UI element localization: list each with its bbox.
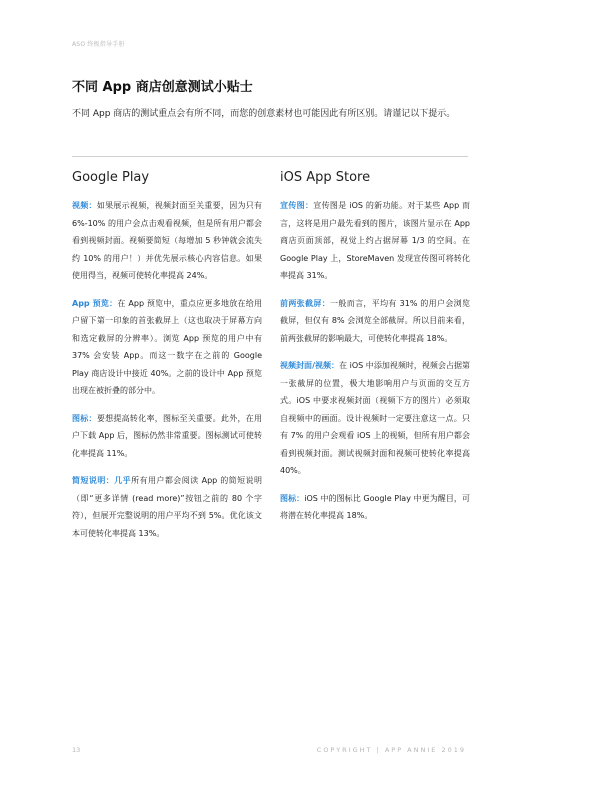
ios-icon-tip bbox=[280, 490, 470, 525]
tip-label: 视频封面/视频： bbox=[280, 361, 340, 370]
ios-first-screenshots-tip bbox=[280, 295, 470, 348]
tip-text: 一般而言，平均有 31% 的用户会浏览截屏，但仅有 8% 会浏览全部截屏。所以目前来看，前两张截屏的影响最大，可使转化率提高 18%。 bbox=[280, 298, 471, 343]
tip-text: 要想提高转化率，图标至关重要。此外，在用户下载 App 后，图标仍然非常重要。图标测试可使转化率提高 11%。 bbox=[72, 413, 263, 458]
google-play-heading: Google Play bbox=[72, 170, 150, 185]
tip-label: 前两张截屏： bbox=[280, 298, 331, 308]
running-header: ASO 终极指导手册 bbox=[72, 41, 125, 48]
ios-video-tip bbox=[280, 357, 470, 480]
ios-column bbox=[280, 170, 470, 535]
tip-text: iOS 中的图标比 Google Play 中更为醒目，可将潜在转化率提高 18%。 bbox=[280, 493, 471, 520]
tip-text: 所有用户都会阅读 App 的简短说明（即“更多详情 (read more)”按钮之前的 80 个字符），但展开完整说明的用户平均不到 5%。优化该文本可使转化率提高 13%。 bbox=[72, 476, 262, 538]
tip-text: 宣传图是 iOS 的新功能。对于某些 App 而言，这将是用户最先看到的图片，该图片显示在 App 商店页面顶部，视觉上约占据屏幕 1/3 的空间。在 Google Play 上，StoreMaven 发现宣传图可将转化率提高 31%。 bbox=[280, 201, 471, 280]
tip-label: 简短说明：几乎 bbox=[72, 476, 132, 485]
tip-label: 宣传图： bbox=[280, 201, 314, 210]
tip-text: 在 App 预览中，重点应更多地放在给用户留下第一印象的首张截屏上（这也取决于屏幕方向和选定截屏的分辨率）。浏览 App 预览的用户中有 37% 会安装 App。而这一数字在之前的 Google Play 商店设计中接近 40%。之前的设计中 App 预览出现在被折叠的部分中。 bbox=[72, 298, 262, 395]
ios-heading: iOS App Store bbox=[280, 170, 371, 185]
gp-video-tip bbox=[72, 197, 262, 285]
tip-label: 图标： bbox=[72, 413, 97, 423]
tip-text: 如果展示视频，视频封面至关重要，因为只有 6%-10% 的用户会点击观看视频，但是所有用户都会看到视频封面。视频要简短（每增加 5 秒钟就会流失约 10% 的用户！）并优先展示核心内容信息。如果使用得当，视频可使转化率提高 24%。 bbox=[72, 201, 263, 280]
gp-short-description-tip bbox=[72, 472, 262, 542]
page-number: 13 bbox=[72, 746, 81, 754]
gp-app-preview-tip bbox=[72, 295, 262, 400]
section-divider bbox=[72, 156, 468, 157]
ios-promo-image-tip bbox=[280, 197, 470, 285]
page-title: 不同 App 商店创意测试小贴士 bbox=[72, 80, 253, 95]
tip-label: App 预览： bbox=[72, 298, 118, 308]
copyright-notice: COPYRIGHT | APP ANNIE 2019 bbox=[316, 746, 466, 754]
tip-text: 在 iOS 中添加视频时，视频会占据第一张截屏的位置，极大地影响用户与页面的交互方式。iOS 中要求视频封面（视频下方的图片）必须取自视频中的画面。设计视频时一定要注意这一点。只有 7% 的用户会观看 iOS 上的视频，但所有用户都会看到视频封面。测试视频封面和视频可使转化率提高 40%。 bbox=[280, 361, 470, 475]
tip-label: 视频： bbox=[72, 201, 97, 210]
gp-icon-tip bbox=[72, 410, 262, 463]
google-play-column bbox=[72, 170, 262, 552]
tip-label: 图标： bbox=[280, 493, 305, 503]
intro-paragraph: 不同 App 商店的测试重点会有所不同，而您的创意素材也可能因此有所区别。请谨记以下提示。 bbox=[72, 109, 456, 119]
